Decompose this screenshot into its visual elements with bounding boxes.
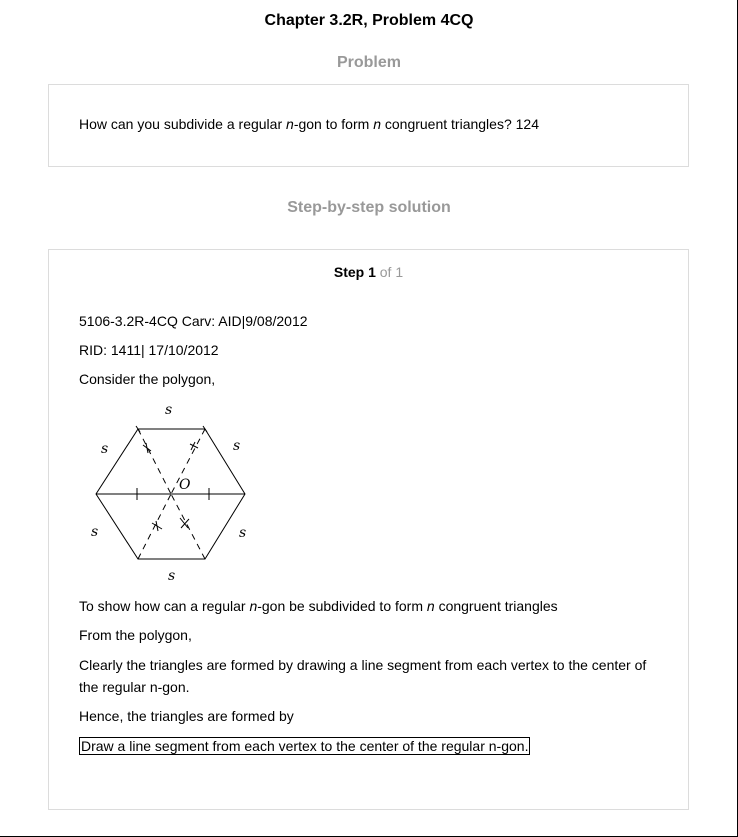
meta-line-1: 5106-3.2R-4CQ Carv: AID|9/08/2012 xyxy=(79,313,308,329)
side-label-lower-left: s xyxy=(91,524,99,540)
side-label-bottom: s xyxy=(168,568,176,584)
side-label-top: s xyxy=(165,402,173,418)
hexagon-figure xyxy=(83,398,283,588)
consider-text: Consider the polygon, xyxy=(79,371,216,387)
boxed-answer: Draw a line segment from each vertex to the center of the regular n-gon. xyxy=(81,738,529,754)
side-label-lower-right: s xyxy=(239,525,247,541)
center-label: O xyxy=(179,477,191,493)
from-polygon-text: From the polygon, xyxy=(79,627,192,643)
show-text: To show how can a regular n-gon be subdivided to form n congruent triangles xyxy=(79,598,558,614)
clearly-text: Clearly the triangles are formed by drawing a line segment from each vertex to the center of the regular n-gon. xyxy=(79,657,647,695)
solution-heading: Step-by-step solution xyxy=(287,199,451,216)
side-label-upper-left: s xyxy=(101,441,109,457)
meta-line-2: RID: 1411| 17/10/2012 xyxy=(79,342,219,358)
step-label: Step 1 of 1 xyxy=(333,264,404,280)
dashed-lower-right xyxy=(171,494,205,559)
side-label-upper-right: s xyxy=(233,438,241,454)
dashed-lower-left xyxy=(138,494,171,559)
page-title: Chapter 3.2R, Problem 4CQ xyxy=(264,12,474,29)
solution-box xyxy=(48,249,689,810)
hence-text: Hence, the triangles are formed by xyxy=(79,708,294,724)
problem-heading: Problem xyxy=(336,54,401,71)
dashed-upper-left xyxy=(138,429,171,494)
problem-box xyxy=(48,84,689,167)
answer-line xyxy=(79,735,664,757)
problem-text: How can you subdivide a regular n-gon to form n congruent triangles? 124 xyxy=(79,116,539,132)
